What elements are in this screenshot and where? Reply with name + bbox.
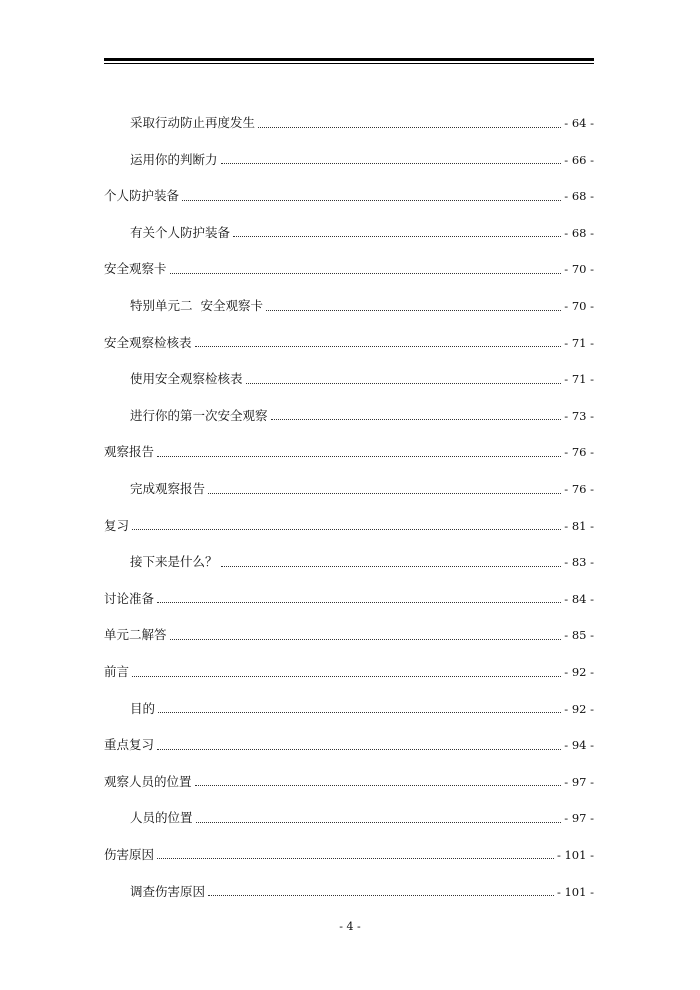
toc-entry-title: 进行你的第一次安全观察 — [130, 407, 268, 423]
toc-leader-dots — [170, 638, 562, 640]
toc-entry[interactable] — [104, 788, 594, 825]
toc-entry-page: - 83 - — [564, 555, 594, 570]
toc-entry-title: 特别单元二 安全观察卡 — [130, 298, 263, 314]
toc-entry-title: 接下来是什么？ — [130, 554, 218, 570]
toc-entry-title: 单元二解答 — [104, 627, 167, 643]
toc-entry-title: 复习 — [104, 517, 130, 533]
toc-entry-page: - 70 - — [564, 262, 594, 277]
toc-entry-page: - 68 - — [564, 225, 594, 240]
toc-entry-page: - 92 - — [564, 665, 594, 679]
toc-entry-page: - 68 - — [564, 189, 594, 204]
toc-entry-title: 重点复习 — [104, 737, 155, 753]
toc-entry[interactable] — [104, 203, 594, 240]
toc-entry-page: - 92 - — [564, 701, 594, 716]
toc-entry-page: - 76 - — [564, 445, 594, 460]
toc-entry-page: - 64 - — [564, 116, 594, 131]
toc-entry-page: - 71 - — [564, 335, 594, 350]
toc-entry[interactable] — [104, 93, 594, 130]
toc-entry[interactable] — [104, 422, 594, 459]
toc-leader-dots — [233, 235, 561, 237]
toc-entry[interactable] — [104, 532, 594, 569]
toc-entry[interactable] — [104, 569, 594, 606]
toc-entry[interactable] — [104, 605, 594, 642]
toc-leader-dots — [221, 565, 562, 567]
toc-entry-title: 调查伤害原因 — [130, 883, 206, 899]
toc-entry-title: 采取行动防止再度发生 — [130, 115, 256, 131]
toc-entry-page: - 85 - — [564, 628, 594, 643]
toc-entry-title: 安全观察卡 — [104, 261, 167, 277]
toc-entry[interactable] — [104, 752, 594, 789]
toc-leader-dots — [157, 857, 554, 859]
toc-leader-dots — [221, 162, 562, 164]
toc-entry-page: - 66 - — [564, 152, 594, 167]
toc-entry-page: - 101 - — [556, 847, 594, 862]
toc-leader-dots — [196, 821, 562, 823]
toc-entry-title: 观察报告 — [104, 444, 155, 460]
toc-entry-page: - 76 - — [564, 482, 594, 497]
toc-entry[interactable] — [104, 276, 594, 313]
toc-leader-dots — [157, 748, 561, 750]
toc-entry[interactable] — [104, 642, 594, 679]
toc-leader-dots — [266, 309, 561, 311]
toc-entry[interactable] — [104, 459, 594, 496]
toc-entry-title: 目的 — [130, 700, 156, 716]
toc-leader-dots — [258, 126, 561, 128]
toc-entry-page: - 84 - — [564, 591, 594, 606]
toc-entry-title: 安全观察检核表 — [104, 334, 192, 350]
toc-leader-dots — [182, 199, 561, 201]
table-of-contents — [104, 93, 594, 898]
toc-entry-page: - 97 - — [564, 811, 594, 826]
toc-entry-title: 完成观察报告 — [130, 481, 206, 497]
toc-entry[interactable] — [104, 386, 594, 423]
toc-entry-page: - 73 - — [564, 408, 594, 423]
page-number-footer: - 4 - — [339, 920, 361, 933]
toc-entry-title: 讨论准备 — [104, 590, 155, 606]
toc-leader-dots — [208, 492, 561, 494]
toc-entry-page: - 71 - — [564, 372, 594, 387]
toc-entry-title: 伤害原因 — [104, 846, 155, 862]
toc-entry-page: - 101 - — [556, 884, 594, 899]
toc-entry[interactable] — [104, 349, 594, 386]
toc-entry[interactable] — [104, 166, 594, 203]
toc-entry[interactable] — [104, 130, 594, 167]
toc-leader-dots — [157, 455, 561, 457]
toc-leader-dots — [195, 345, 562, 347]
toc-entry[interactable] — [104, 825, 594, 862]
toc-entry-title: 使用安全观察检核表 — [130, 371, 243, 387]
toc-entry[interactable] — [104, 715, 594, 752]
toc-leader-dots — [208, 894, 554, 896]
toc-leader-dots — [157, 601, 561, 603]
toc-entry-title: 有关个人防护装备 — [130, 224, 231, 240]
header-rule-thin — [104, 63, 594, 64]
header-rule-thick — [104, 58, 594, 61]
toc-entry-page: - 94 - — [564, 738, 594, 753]
toc-leader-dots — [170, 272, 562, 274]
toc-entry-page: - 97 - — [564, 774, 594, 789]
toc-entry-title: 运用你的判断力 — [130, 151, 218, 167]
toc-leader-dots — [132, 528, 561, 530]
toc-entry[interactable] — [104, 679, 594, 716]
toc-entry-page: - 81 - — [564, 518, 594, 533]
toc-entry[interactable] — [104, 239, 594, 276]
toc-entry[interactable] — [104, 496, 594, 533]
toc-entry-title: 人员的位置 — [130, 810, 193, 826]
toc-entry-page: - 70 - — [564, 299, 594, 314]
toc-leader-dots — [246, 382, 562, 384]
toc-leader-dots — [271, 418, 562, 420]
toc-leader-dots — [132, 675, 561, 677]
toc-entry[interactable] — [104, 861, 594, 898]
toc-entry-title: 观察人员的位置 — [104, 773, 192, 789]
toc-entry[interactable] — [104, 313, 594, 350]
toc-leader-dots — [195, 784, 562, 786]
toc-entry-title: 前言 — [104, 664, 130, 679]
toc-entry-title: 个人防护装备 — [104, 188, 180, 204]
toc-leader-dots — [158, 711, 561, 713]
